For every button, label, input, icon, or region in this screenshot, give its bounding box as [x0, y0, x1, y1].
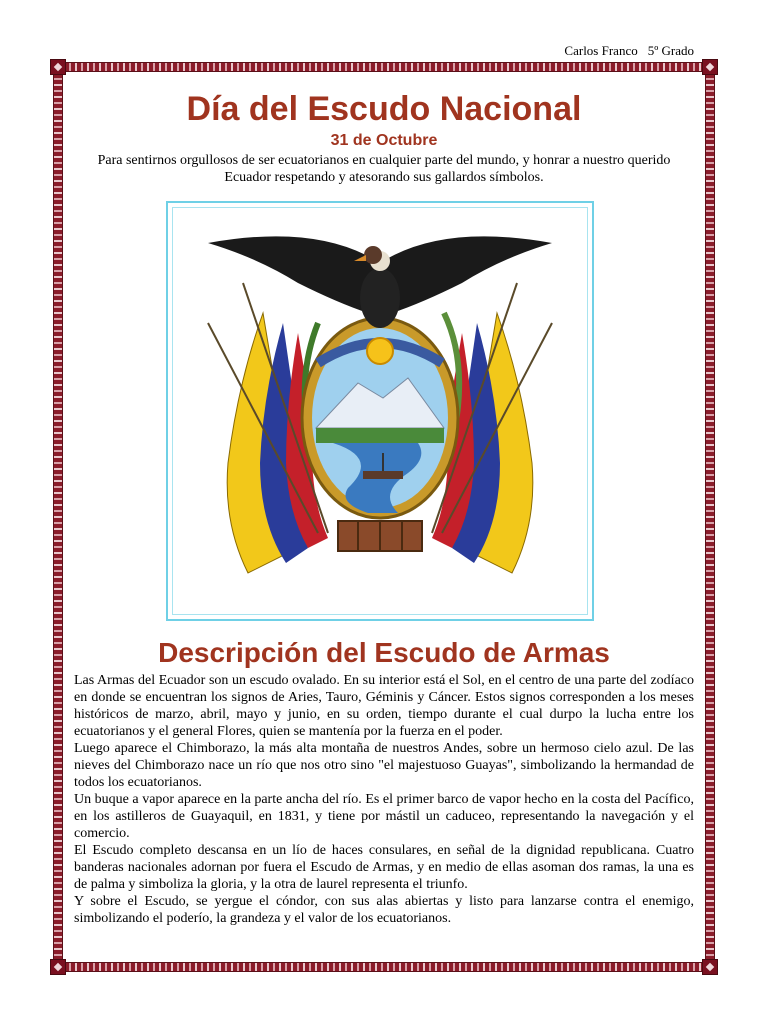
grade-label: 5º Grado [647, 43, 694, 58]
border-right [705, 62, 715, 972]
paragraph: Luego aparece el Chimborazo, la más alta montaña de nuestros Andes, sobre un hermoso cielo azul. De las nieves del Chimborazo nace un río que nos otro sino "el majestuoso Guayas", simbolizando la hermandad de todos los ecuatorianos. [74, 741, 694, 790]
border-corner-ornament [702, 59, 718, 75]
border-top [53, 62, 715, 72]
page-header [564, 43, 694, 59]
date-heading: 31 de Octubre [330, 132, 438, 149]
paragraph: El Escudo completo descansa en un lío de haces consulares, en señal de la dignidad republicana. Cuatro banderas nacionales adornan por fuera el Escudo de Armas, y en medio de ellas asoman dos ramas, la una es de palma y simboliza la gloria, y la otra de laurel representa el triunfo. [74, 843, 694, 892]
border-bottom [53, 962, 715, 972]
condor-illustration [208, 236, 552, 328]
border-left [53, 62, 63, 972]
border-corner-ornament [50, 59, 66, 75]
paragraph: Las Armas del Ecuador son un escudo ovalado. En su interior está el Sol, en el centro de una parte del zodíaco en donde se encuentran los signos de Aries, Tauro, Géminis y Cáncer. Estos signos corresponden a los meses históricos de marzo, abril, mayo y junio, en su orden, tiempo durante el cual durpo la lucha entre los ecuatorianos y el general Flores, quien se mantenía por la fuerza en el poder. [74, 673, 694, 739]
coat-of-arms-image [166, 201, 594, 621]
paragraph: Y sobre el Escudo, se yergue el cóndor, con sus alas abiertas y listo para lanzarse contra el enemigo, simbolizando el poderío, la grandeza y el valor de los ecuatorianos. [74, 894, 694, 926]
coat-of-arms-illustration [168, 203, 592, 619]
author-name: Carlos Franco [564, 43, 638, 58]
border-corner-ornament [50, 959, 66, 975]
section-heading: Descripción del Escudo de Armas [158, 637, 610, 668]
description-body [74, 672, 694, 927]
page-title: Día del Escudo Nacional [186, 90, 582, 128]
intro-text: Para sentirnos orgullosos de ser ecuatorianos en cualquier parte del mundo, y honrar a nuestro querido Ecuador respetando y atesorando sus gallardos símbolos. [97, 153, 671, 185]
border-corner-ornament [702, 959, 718, 975]
paragraph: Un buque a vapor aparece en la parte ancha del río. Es el primer barco de vapor hecho en la costa del Pacífico, en los astilleros de Guayaquil, en 1831, y tiene por mástil un caduceo, representando la navegación y el comercio. [74, 792, 694, 841]
